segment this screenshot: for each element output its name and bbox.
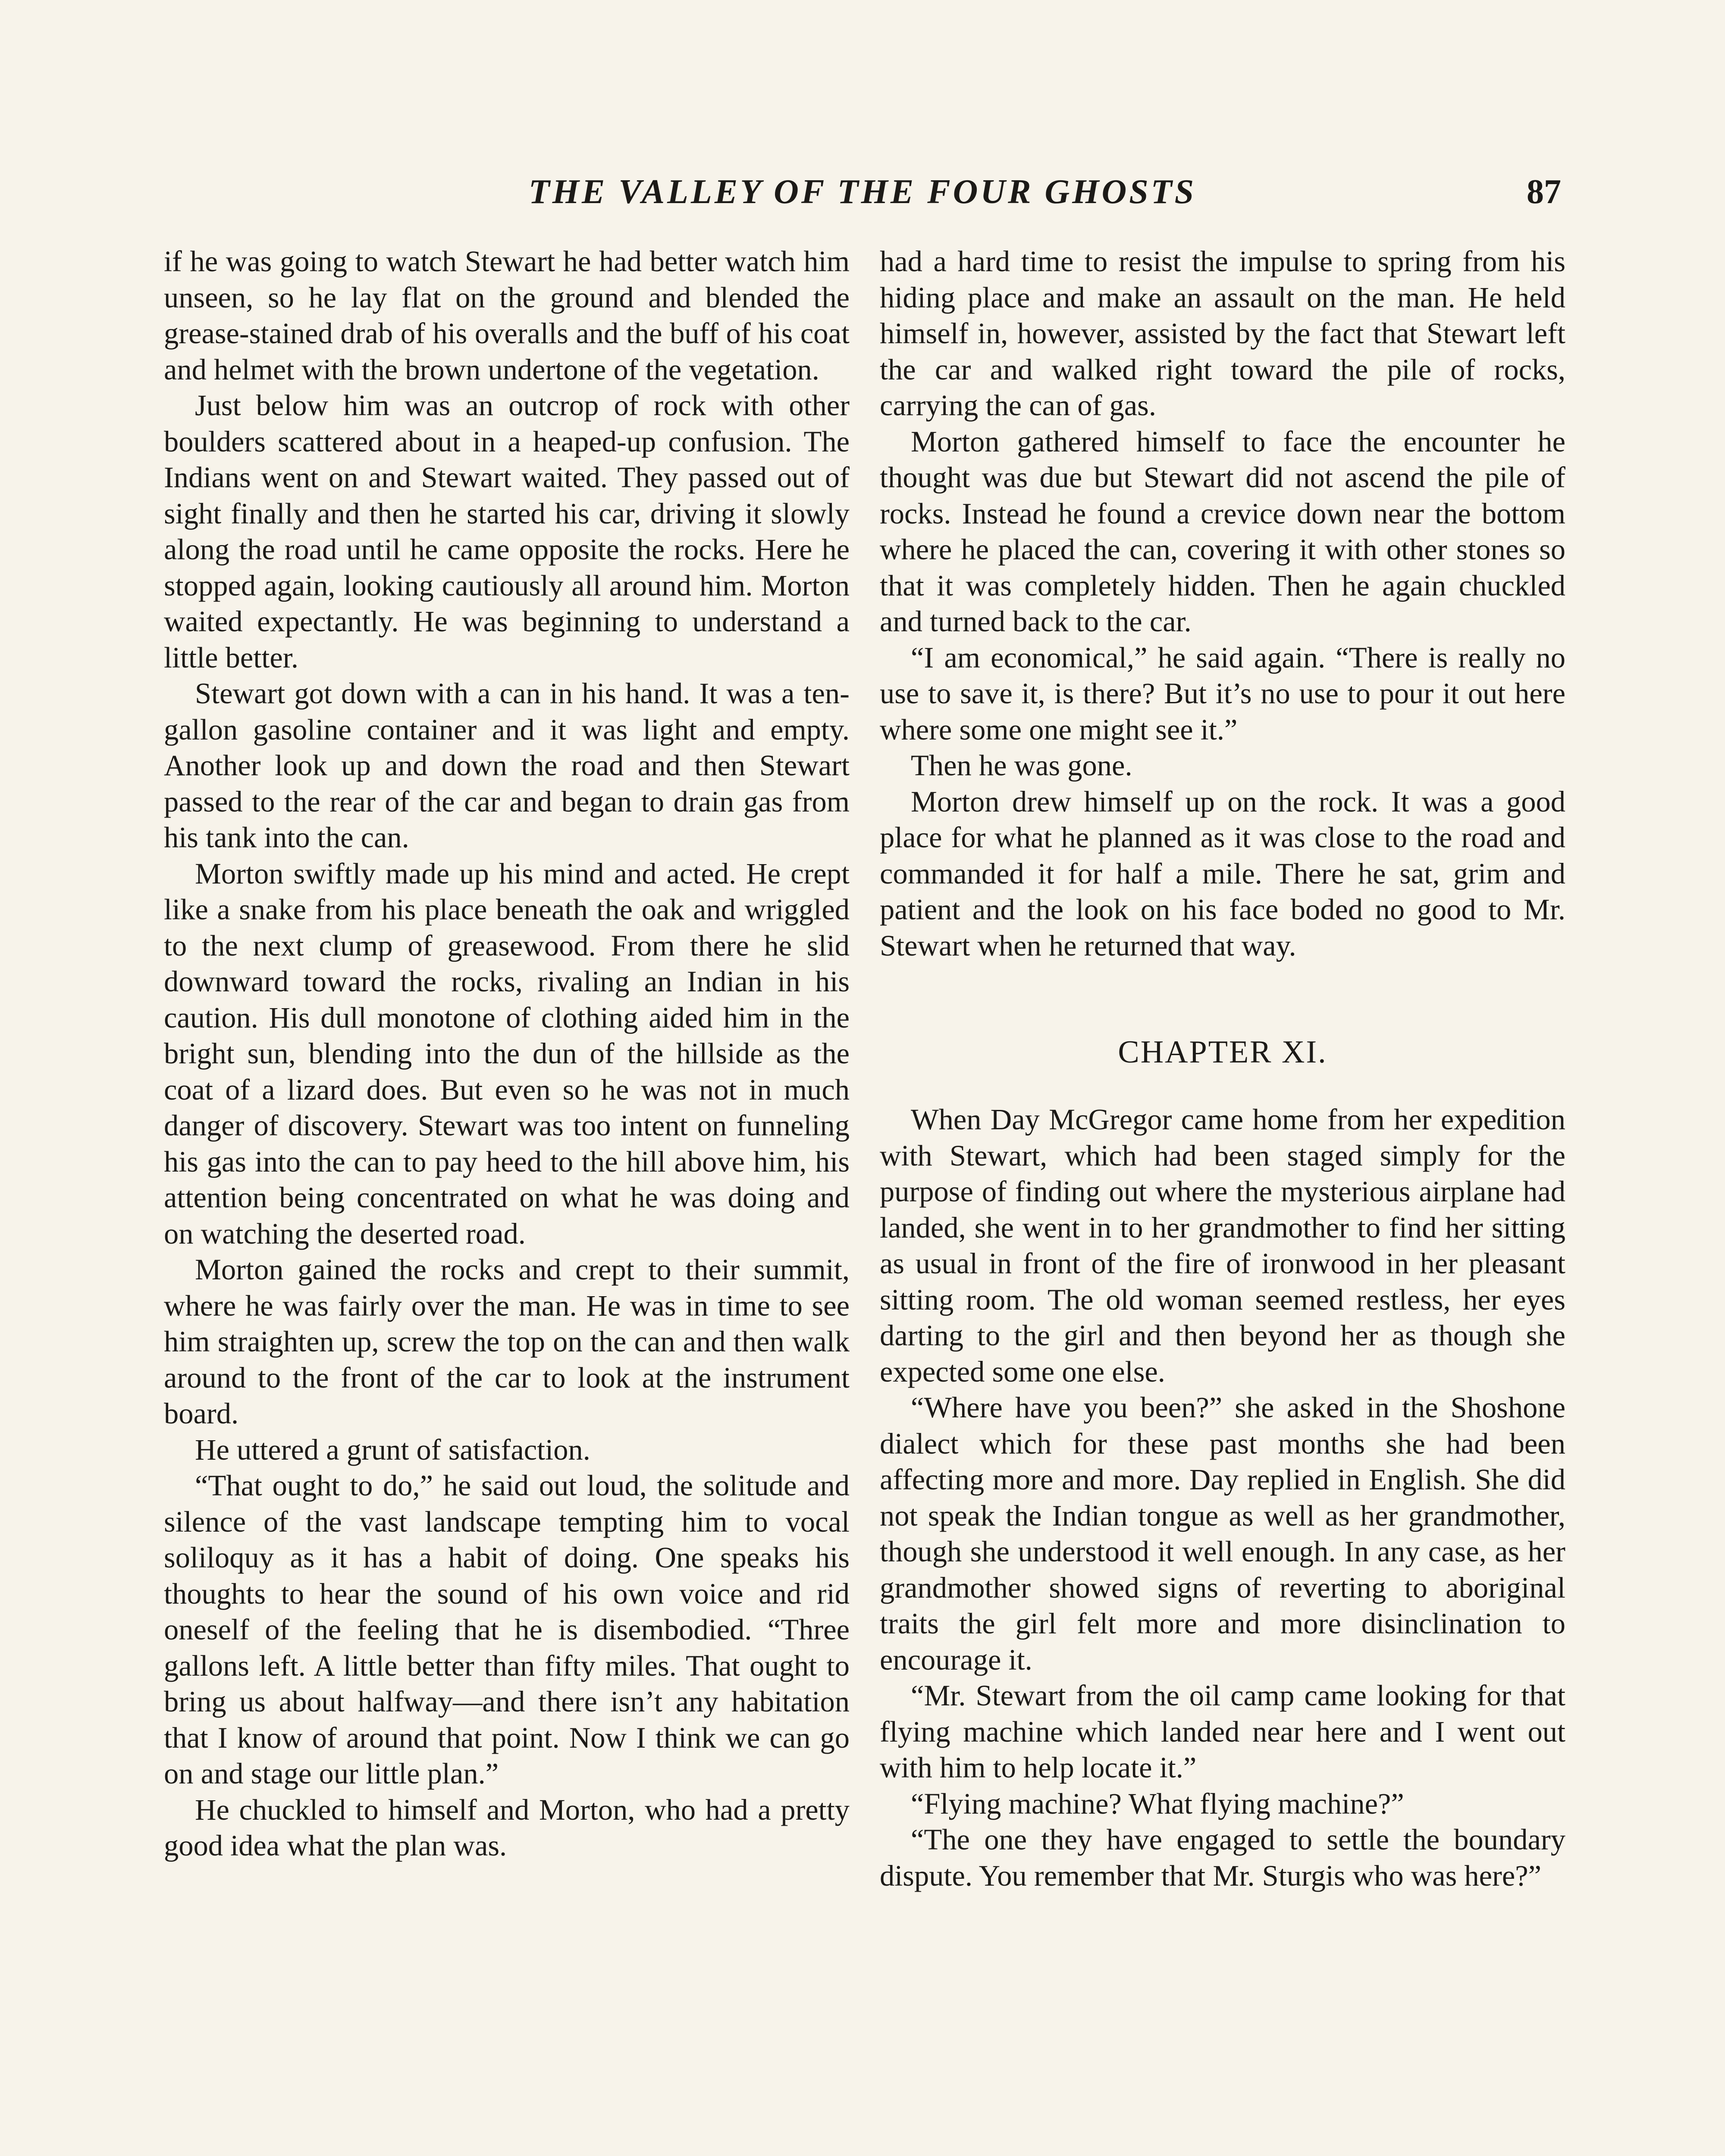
paragraph: Morton drew himself up on the rock. It was a good place for what he planned as it was close to the road and commanded it for half a mile. There he sat, grim and patient and the look on his face boded no good to Mr. Stewart when he returned that way. bbox=[880, 785, 1565, 962]
paragraph: When Day McGregor came home from her expedition with Stewart, which had been staged simply for the purpose of finding out where the mysterious airplane had landed, she went in to her grandmother to find her sitting as usual in front of the fire of ironwood in her pleasant sitting room. The old woman seemed restless, her eyes darting to the girl and then beyond her as though she expected some one else. bbox=[880, 1103, 1565, 1388]
running-title: THE VALLEY OF THE FOUR GHOSTS bbox=[528, 173, 1197, 211]
paragraph: He uttered a grunt of satisfaction. bbox=[195, 1433, 590, 1466]
paragraph: Stewart got down with a can in his hand. It was a ten-gallon gasoline container and it was light and empty. Another look up and down the road and then Stewart passed to the rear of the car and began to drain gas from his tank into the can. bbox=[164, 677, 850, 854]
chapter-heading: CHAPTER XI. bbox=[1118, 1034, 1327, 1070]
paragraph: if he was going to watch Stewart he had better watch him unseen, so he lay flat on the ground and blended the grease-stained drab of his overalls and the buff of his coat and helmet with the brown undertone of the vegetation. bbox=[164, 245, 850, 386]
paragraph: Morton gained the rocks and crept to their summit, where he was fairly over the man. He was in time to see him straighten up, screw the top on the can and then walk around to the front of the car to look at the instrument board. bbox=[164, 1253, 850, 1430]
paragraph: Then he was gone. bbox=[911, 749, 1132, 782]
paragraph: He chuckled to himself and Morton, who had a pretty good idea what the plan was. bbox=[164, 1793, 850, 1862]
paragraph: “The one they have engaged to settle the boundary dispute. You remember that Mr. Sturgis who was here?” bbox=[880, 1823, 1565, 1892]
paragraph: “Flying machine? What flying machine?” bbox=[911, 1787, 1404, 1820]
right-column bbox=[880, 244, 1565, 1894]
paragraph: Morton gathered himself to face the encounter he thought was due but Stewart did not ascend the pile of rocks. Instead he found a crevice down near the bottom where he placed the can, covering it with other stones so that it was completely hidden. Then he again chuckled and turned back to the car. bbox=[880, 425, 1565, 638]
left-column bbox=[164, 244, 850, 1864]
paragraph: had a hard time to resist the impulse to spring from his hiding place and make an assault on the man. He held himself in, however, assisted by the fact that Stewart left the car and walked right toward the pile of rocks, carrying the can of gas. bbox=[880, 245, 1565, 422]
page-header bbox=[164, 172, 1561, 224]
page-number: 87 bbox=[1527, 173, 1561, 211]
paragraph: Just below him was an outcrop of rock with other boulders scattered about in a heaped-up confusion. The Indians went on and Stewart waited. They passed out of sight finally and then he started his car, driving it slowly along the road until he came opposite the rocks. Here he stopped again, looking cautiously all around him. Morton waited expectantly. He was beginning to understand a little better. bbox=[164, 389, 850, 674]
paragraph: “I am economical,” he said again. “There is really no use to save it, is there? But it’s no use to pour it out here where some one might see it.” bbox=[880, 641, 1565, 746]
paragraph: “That ought to do,” he said out loud, the solitude and silence of the vast landscape tempting him to vocal soliloquy as it has a habit of doing. One speaks his thoughts to hear the sound of his own voice and rid oneself of the feeling that he is disembodied. “Three gallons left. A little better than fifty miles. That ought to bring us about halfway—and there isn’t any habitation that I know of around that point. Now I think we can go on and stage our little plan.” bbox=[164, 1469, 850, 1790]
paragraph: “Mr. Stewart from the oil camp came looking for that flying machine which landed near here and I went out with him to help locate it.” bbox=[880, 1679, 1565, 1784]
paragraph: Morton swiftly made up his mind and acted. He crept like a snake from his place beneath the oak and wriggled to the next clump of greasewood. From there he slid downward toward the rocks, rivaling an Indian in his caution. His dull monotone of clothing aided him in the bright sun, blending into the dun of the hillside as the coat of a lizard does. But even so he was not in much danger of discovery. Stewart was too intent on funneling his gas into the can to pay heed to the hill above him, his attention being concentrated on what he was doing and on watching the deserted road. bbox=[164, 857, 850, 1250]
paragraph: “Where have you been?” she asked in the Shoshone dialect which for these past months she had been affecting more and more. Day replied in English. She did not speak the Indian tongue as well as her grandmother, though she understood it well enough. In any case, as her grandmother showed signs of reverting to aboriginal traits the girl felt more and more disinclination to encourage it. bbox=[880, 1391, 1565, 1676]
